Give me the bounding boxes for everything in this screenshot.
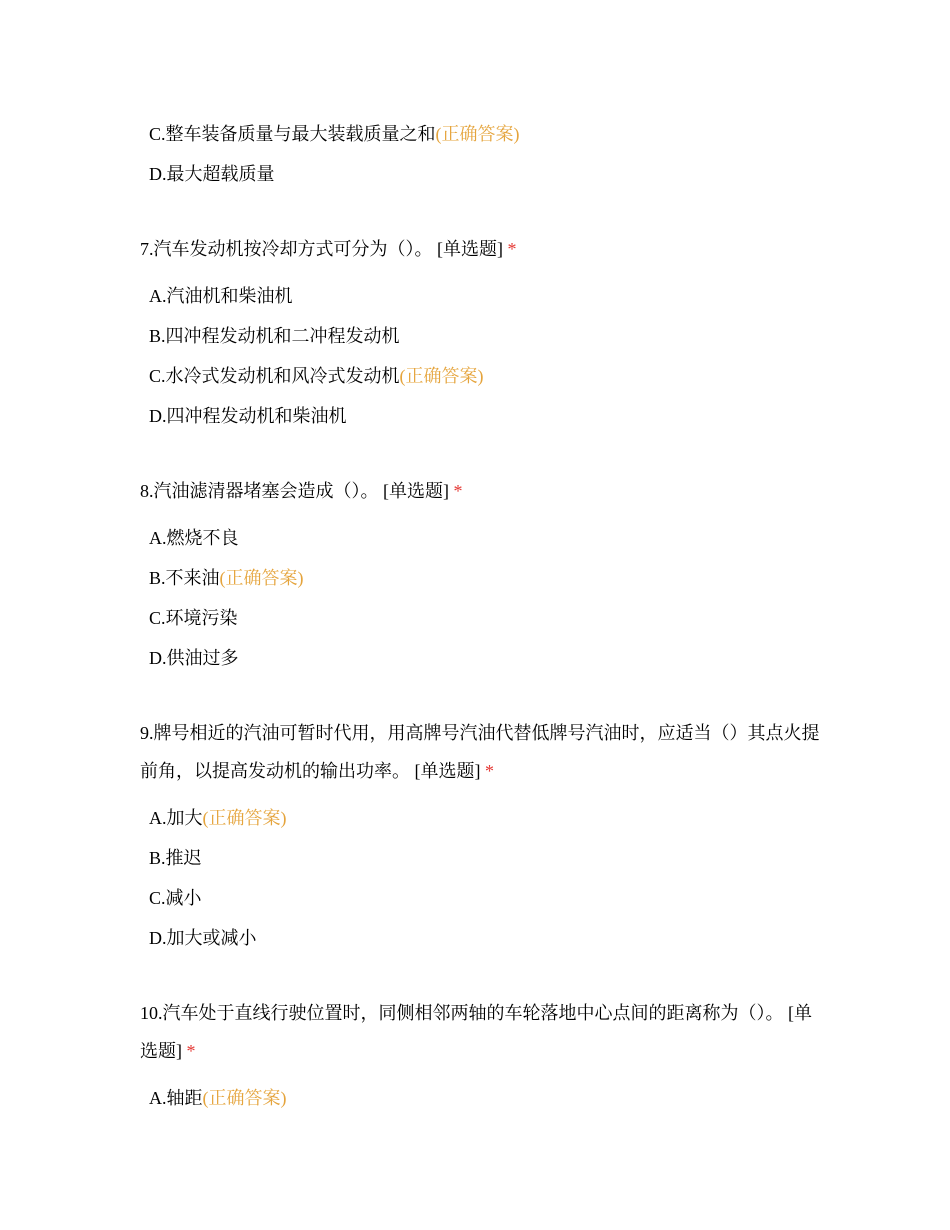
required-mark: * (186, 1041, 196, 1061)
option-letter: B. (149, 326, 166, 346)
option-text: 整车装备质量与最大装载质量之和 (165, 124, 436, 144)
option-8-c (149, 606, 238, 630)
option-9-d (149, 926, 257, 950)
option-letter: D. (149, 406, 167, 426)
question-7 (140, 230, 820, 268)
option-text: 最大超载质量 (166, 164, 275, 184)
option-text: 环境污染 (165, 608, 238, 628)
option-letter: C. (149, 888, 166, 908)
question-text: 8.汽油滤清器堵塞会造成（）。 (140, 481, 379, 501)
option-letter: B. (149, 848, 166, 868)
option-letter: A. (149, 1088, 167, 1108)
option-text: 推迟 (165, 848, 202, 868)
correct-answer-mark: (正确答案) (202, 808, 287, 828)
option-text: 供油过多 (166, 648, 239, 668)
question-type-tag: [单选题] (383, 481, 449, 501)
option-text: 减小 (165, 888, 202, 908)
question-8 (140, 472, 820, 510)
option-10-a (149, 1086, 287, 1110)
option-letter: A. (149, 808, 167, 828)
option-7-c (149, 364, 484, 388)
option-9-c (149, 886, 202, 910)
option-text: 水冷式发动机和风冷式发动机 (165, 366, 400, 386)
option-text: 加大 (166, 808, 203, 828)
correct-answer-mark: (正确答案) (219, 568, 304, 588)
option-7-a (149, 284, 293, 308)
option-text: 四冲程发动机和柴油机 (166, 406, 347, 426)
correct-answer-mark: (正确答案) (202, 1088, 287, 1108)
option-text: 燃烧不良 (166, 528, 239, 548)
option-9-b (149, 846, 202, 870)
correct-answer-mark: (正确答案) (435, 124, 520, 144)
option-text: 轴距 (166, 1088, 203, 1108)
question-type-tag: [单选题] (414, 761, 481, 781)
option-8-d (149, 646, 239, 670)
required-mark: * (485, 761, 494, 781)
option-8-a (149, 526, 239, 550)
question-type-tag: [单选题] (140, 1003, 812, 1061)
option-text: 汽油机和柴油机 (166, 286, 293, 306)
option-text: 加大或减小 (166, 928, 257, 948)
question-type-tag: [单选题] (437, 239, 503, 259)
required-mark: * (453, 481, 463, 501)
option-text: 不来油 (165, 568, 220, 588)
option-text: 四冲程发动机和二冲程发动机 (165, 326, 400, 346)
question-text: 9.牌号相近的汽油可暂时代用，用高牌号汽油代替低牌号汽油时，应适当（）其点火提前角，以提高发动机的输出功率。 (140, 723, 820, 781)
option-letter: B. (149, 568, 166, 588)
question-text: 10.汽车处于直线行驶位置时，同侧相邻两轴的车轮落地中心点间的距离称为（）。 (140, 1003, 784, 1023)
option-letter: D. (149, 648, 167, 668)
option-7-d (149, 404, 347, 428)
option-prev-c (149, 122, 520, 146)
option-8-b (149, 566, 304, 590)
option-prev-d (149, 162, 275, 186)
question-9 (140, 714, 820, 790)
option-letter: D. (149, 164, 167, 184)
option-7-b (149, 324, 400, 348)
option-letter: C. (149, 124, 166, 144)
option-letter: A. (149, 528, 167, 548)
option-letter: A. (149, 286, 167, 306)
correct-answer-mark: (正确答案) (399, 366, 484, 386)
question-10 (140, 994, 820, 1070)
option-letter: D. (149, 928, 167, 948)
option-9-a (149, 806, 287, 830)
question-text: 7.汽车发动机按冷却方式可分为（）。 (140, 239, 433, 259)
required-mark: * (507, 239, 517, 259)
option-letter: C. (149, 366, 166, 386)
option-letter: C. (149, 608, 166, 628)
